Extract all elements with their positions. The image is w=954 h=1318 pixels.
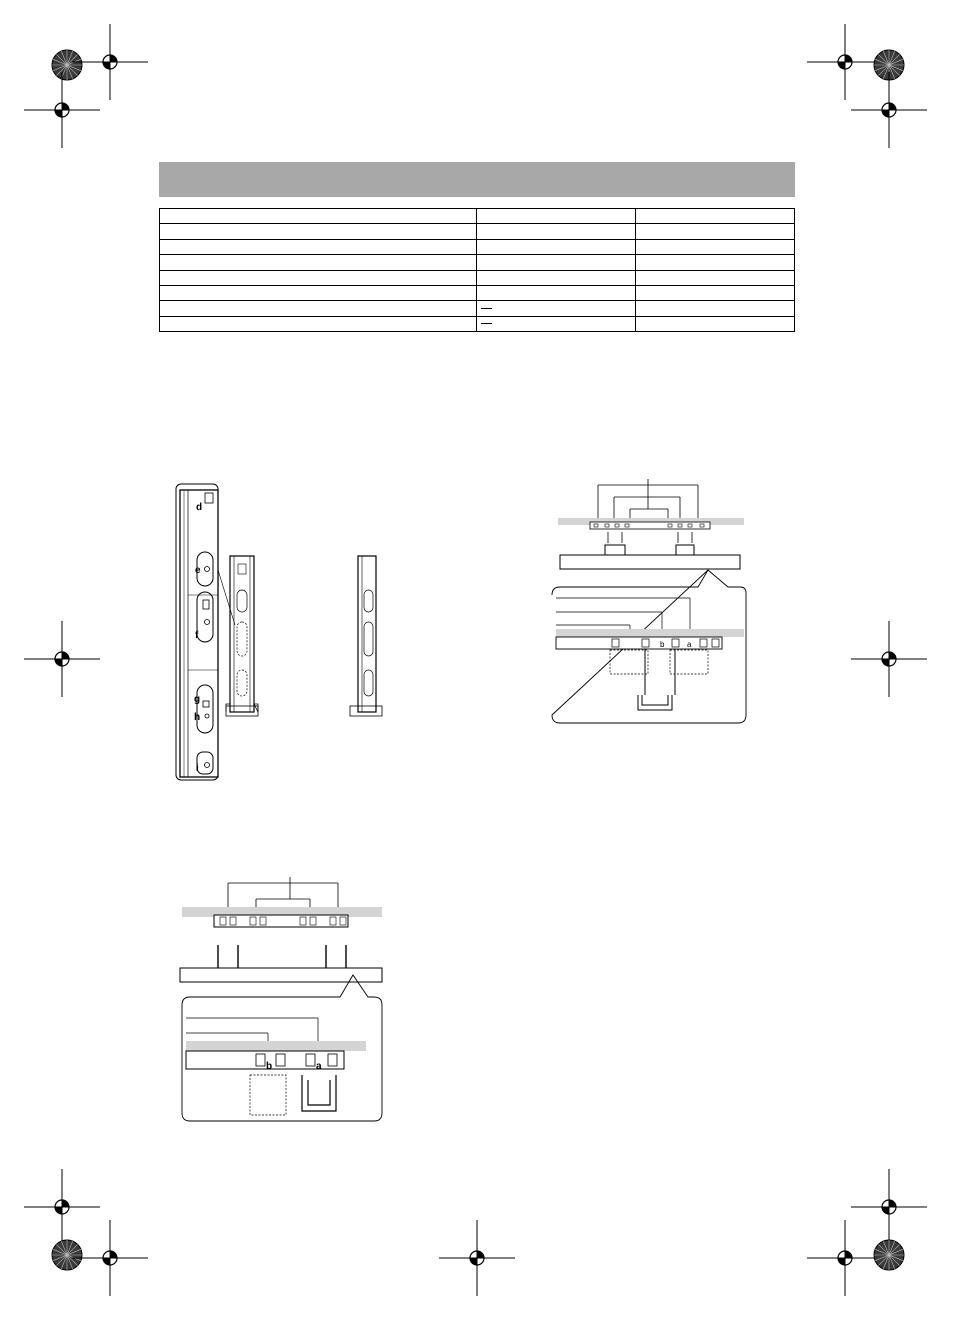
table-cell — [636, 224, 795, 239]
hole-label: h — [194, 712, 201, 723]
table-row — [160, 239, 795, 254]
table-row — [160, 270, 795, 285]
table-cell — [160, 239, 477, 254]
table-cell — [636, 316, 795, 331]
dash-mark — [481, 323, 492, 324]
table-cell-dash — [477, 316, 636, 331]
table-cell — [160, 224, 477, 239]
hole-label: i — [196, 763, 199, 774]
section-header-band — [159, 162, 795, 197]
table-cell — [160, 255, 477, 270]
table-cell — [477, 270, 636, 285]
hole-label: b — [266, 1061, 273, 1072]
table-cell — [636, 239, 795, 254]
hole-label: g — [194, 694, 201, 705]
table-cell — [477, 224, 636, 239]
spec-table — [159, 208, 795, 332]
table-cell — [477, 239, 636, 254]
table-cell — [636, 270, 795, 285]
hole-label: b — [660, 640, 665, 649]
hole-label: a — [687, 640, 692, 649]
table-cell — [477, 209, 636, 224]
figure-vertical-bracket — [160, 480, 400, 785]
table-row — [160, 255, 795, 270]
table-cell — [160, 285, 477, 300]
hole-label: f — [195, 630, 199, 641]
table-cell — [160, 316, 477, 331]
dash-mark — [481, 308, 492, 309]
table-row — [160, 301, 795, 316]
table-cell-dash — [477, 301, 636, 316]
hole-label: e — [195, 565, 201, 576]
hole-label: a — [316, 1061, 322, 1072]
hole-label: d — [196, 502, 203, 513]
table-cell — [160, 209, 477, 224]
table-row — [160, 316, 795, 331]
figure-mount-lower-view — [178, 875, 388, 1125]
table-cell — [636, 285, 795, 300]
table-row — [160, 224, 795, 239]
table-cell — [160, 301, 477, 316]
table-cell — [160, 270, 477, 285]
table-cell — [636, 255, 795, 270]
table-row — [160, 209, 795, 224]
table-cell — [477, 285, 636, 300]
table-cell — [636, 301, 795, 316]
figure-mount-top-view — [550, 475, 750, 725]
table-row — [160, 285, 795, 300]
table-cell — [636, 209, 795, 224]
table-cell — [477, 255, 636, 270]
